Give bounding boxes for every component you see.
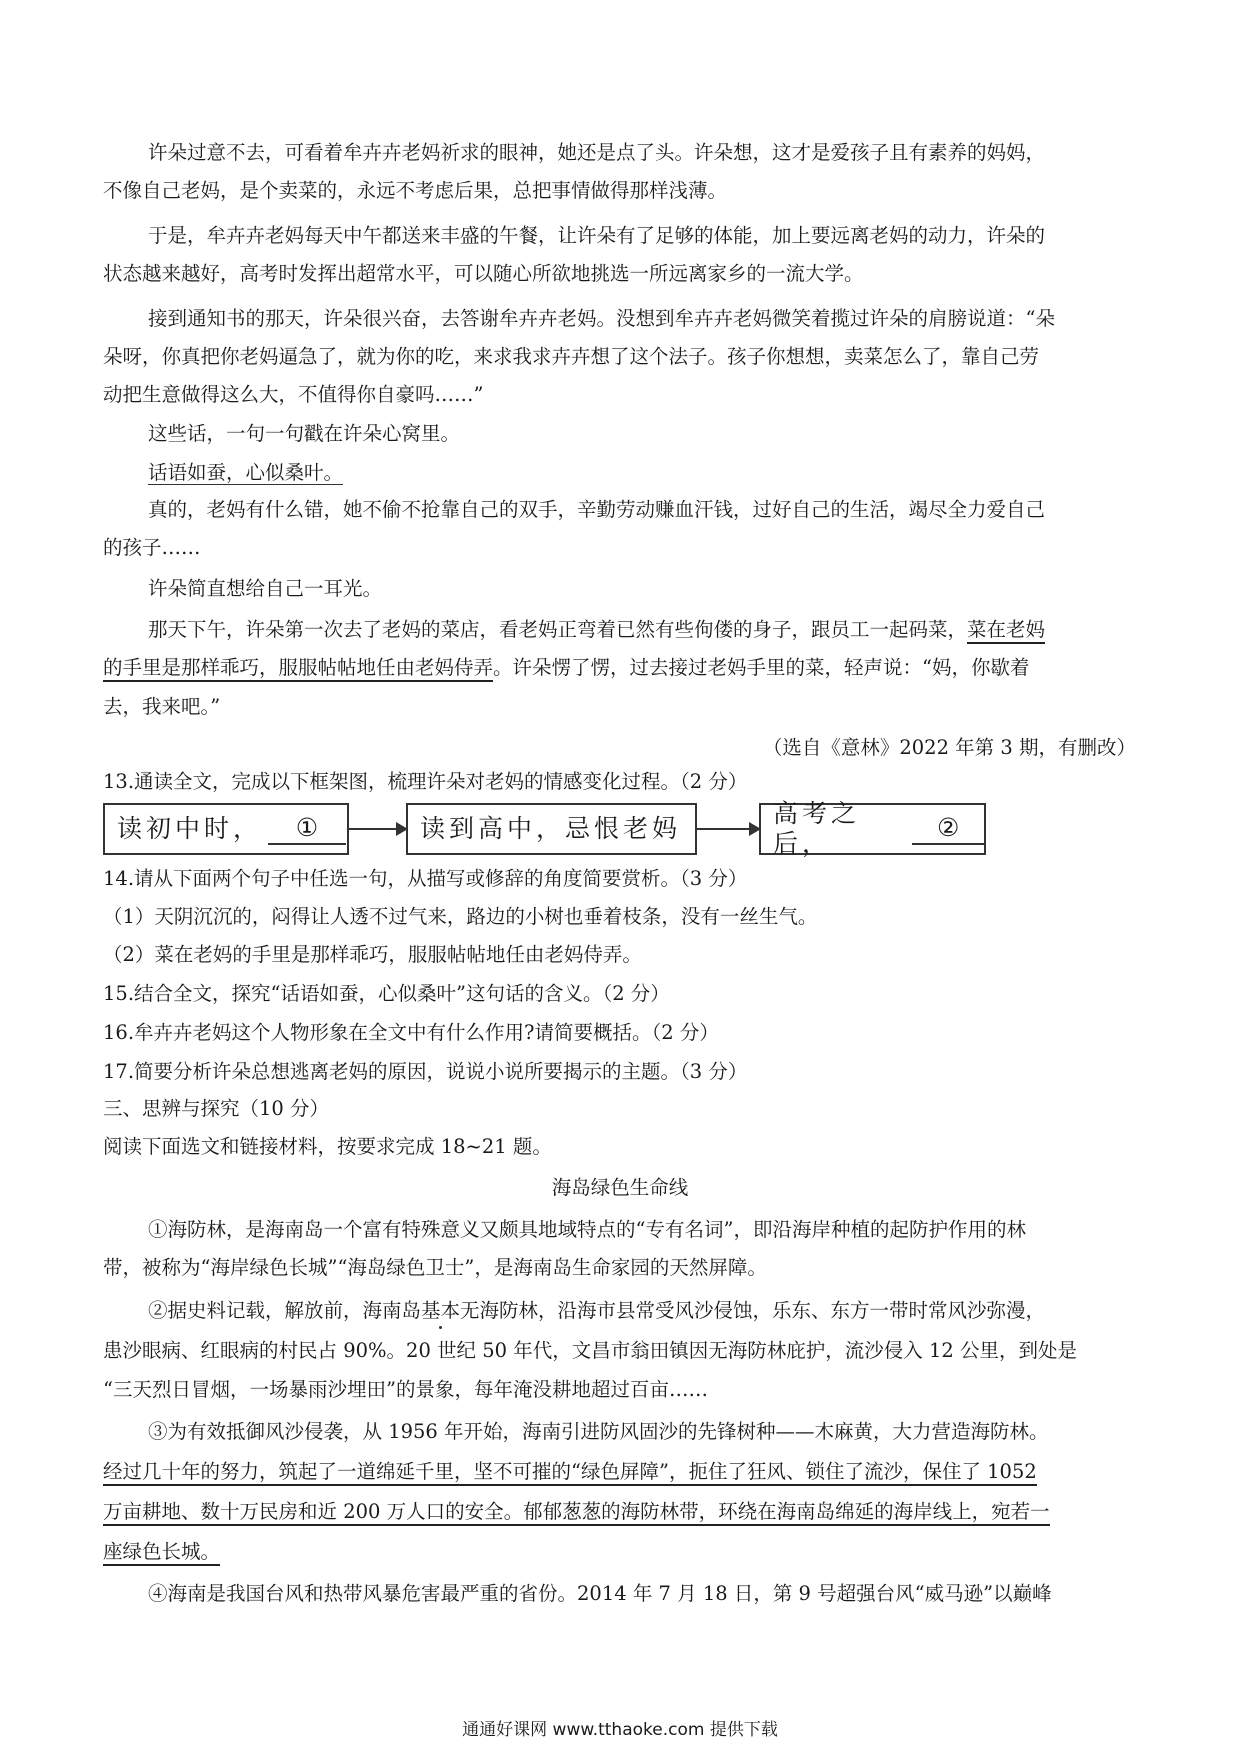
story-p3-line2: 朵呀，你真把你老妈逼急了，就为你的吃，来求我求卉卉想了这个法子。孩子你想想，卖菜怎么了，靠自己劳 [103, 345, 1040, 368]
flow-box-3-blank: ② [912, 813, 984, 845]
article-p2-line1 [148, 1299, 1045, 1322]
story-p3-line3: 动把生意做得这么大，不值得你自豪吗……” [103, 383, 484, 406]
flow-box-1-text: 读初中时， [117, 814, 263, 843]
article-p4-line1: ④海南是我国台风和热带风暴危害最严重的省份。2014 年 7 月 18 日，第 9 号超强台风“威马逊”以巅峰 [148, 1582, 1052, 1605]
article-p3-line2 [103, 1460, 1037, 1483]
article-p2-line2: 患沙眼病、红眼病的村民占 90%。20 世纪 50 年代，文昌市翁田镇因无海防林庇护，流沙侵入 12 公里，到处是 [103, 1339, 1077, 1362]
story-p7: 许朵简直想给自己一耳光。 [148, 577, 383, 600]
article-p3-underlined-4: 座绿色长城。 [103, 1540, 220, 1566]
article-title: 海岛绿色生命线 [551, 1176, 689, 1199]
story-p2-line1: 于是，牟卉卉老妈每天中午都送来丰盛的午餐，让许朵有了足够的体能，加上要远离老妈的动力，许朵的 [148, 224, 1046, 247]
story-p3-line1: 接到通知书的那天，许朵很兴奋，去答谢牟卉卉老妈。没想到牟卉卉老妈微笑着揽过许朵的肩膀说道：“朵 [148, 307, 1055, 330]
footer: 通通好课网 www.tthaoke.com 提供下载 [462, 1720, 778, 1740]
flow-box-1-blank: ① [268, 813, 346, 845]
flow-arrow-1 [349, 828, 406, 830]
article-p3-line1: ③为有效抵御风沙侵袭，从 1956 年开始，海南引进防风固沙的先锋树种——木麻黄，大力营造海防林。 [148, 1420, 1049, 1443]
question-14-option-2: （2）菜在老妈的手里是那样乖巧，服服帖帖地任由老妈侍弄。 [103, 943, 642, 966]
flow-box-3 [759, 799, 986, 858]
article-p3-line3 [103, 1500, 1050, 1523]
story-p8-line1 [148, 618, 1045, 641]
source-citation: （选自《意林》2022 年第 3 期，有删改） [762, 736, 1136, 759]
section-3-heading: 三、思辨与探究（10 分） [103, 1097, 330, 1120]
article-p3-underlined-2: 经过几十年的努力，筑起了一道绵延千里，坚不可摧的“绿色屏障”，扼住了狂风、锁住了流沙，保住了 1052 [103, 1460, 1037, 1486]
story-p6-line1: 真的，老妈有什么错，她不偷不抢靠自己的双手，辛勤劳动赚血汗钱，过好自己的生活，竭尽全力爱自己 [148, 498, 1046, 521]
story-p8-line3: 去，我来吧。” [103, 695, 221, 718]
flow-arrow-2 [697, 828, 759, 830]
article-p3-underlined-3: 万亩耕地、数十万民房和近 200 万人口的安全。郁郁葱葱的海防林带，环绕在海南岛绵延的海岸线上，宛若一 [103, 1500, 1050, 1526]
question-14: 14.请从下面两个句子中任选一句，从描写或修辞的角度简要赏析。（3 分） [103, 867, 748, 890]
story-p8-underlined-a: 菜在老妈 [967, 618, 1045, 644]
question-15: 15.结合全文，探究“话语如蚕，心似桑叶”这句话的含义。（2 分） [103, 982, 670, 1005]
article-p1-line1: ①海防林，是海南岛一个富有特殊意义又颇具地域特点的“专有名词”，即沿海岸种植的起防护作用的林 [148, 1218, 1026, 1241]
flow-box-2 [406, 803, 697, 855]
question-17: 17.简要分析许朵总想逃离老妈的原因，说说小说所要揭示的主题。（3 分） [103, 1060, 748, 1083]
story-p1-line1: 许朵过意不去，可看着牟卉卉老妈祈求的眼神，她还是点了头。许朵想，这才是爱孩子且有素养的妈妈， [148, 141, 1046, 164]
question-16: 16.牟卉卉老妈这个人物形象在全文中有什么作用?请简要概括。（2 分） [103, 1021, 719, 1044]
section-3-instruction: 阅读下面选文和链接材料，按要求完成 18~21 题。 [103, 1135, 552, 1158]
story-p8-text-a: 那天下午，许朵第一次去了老妈的菜店，看老妈正弯着已然有些佝偻的身子，跟员工一起码菜， [148, 618, 968, 641]
article-p1-line2: 带，被称为“海岸绿色长城”“海岛绿色卫士”，是海南岛生命家园的天然屏障。 [103, 1256, 767, 1279]
article-p2-line3: “三天烈日冒烟，一场暴雨沙埋田”的景象，每年淹没耕地超过百亩…… [103, 1378, 708, 1401]
story-p1-line2: 不像自己老妈，是个卖菜的，永远不考虑后果，总把事情做得那样浅薄。 [103, 179, 728, 202]
story-p5-underlined [148, 461, 343, 484]
story-p6-line2: 的孩子…… [103, 536, 201, 559]
story-p4: 这些话，一句一句戳在许朵心窝里。 [148, 422, 461, 445]
article-p2-text-b: 无海防林，沿海市县常受风沙侵蚀，乐东、东方一带时常风沙弥漫， [460, 1299, 1046, 1322]
question-14-option-1: （1）天阴沉沉的，闷得让人透不过气来，路边的小树也垂着枝条，没有一丝生气。 [103, 905, 818, 928]
flow-box-2-text: 读到高中，忌恨老妈 [420, 814, 682, 843]
story-p2-line2: 状态越来越好，高考时发挥出超常水平，可以随心所欲地挑选一所远离家乡的一流大学。 [103, 262, 864, 285]
flow-box-3-text: 高考之后， [773, 799, 861, 858]
question-13: 13.通读全文，完成以下框架图，梳理许朵对老妈的情感变化过程。（2 分） [103, 770, 748, 793]
article-p3-line4 [103, 1540, 220, 1563]
story-p8-line2 [103, 656, 1030, 679]
article-p2-text-a: ②据史料记载，解放前，海南岛 [148, 1299, 422, 1322]
story-p8-text-b: 。许朵愣了愣，过去接过老妈手里的菜，轻声说：“妈，你歇着 [493, 656, 1030, 679]
story-p5-text: 话语如蚕，心似桑叶。 [148, 461, 344, 484]
article-p2-dotted-word: 基本 [421, 1299, 461, 1322]
story-p8-underlined-b: 的手里是那样乖巧，服服帖帖地任由老妈侍弄 [103, 656, 493, 682]
flow-box-1 [103, 803, 349, 855]
